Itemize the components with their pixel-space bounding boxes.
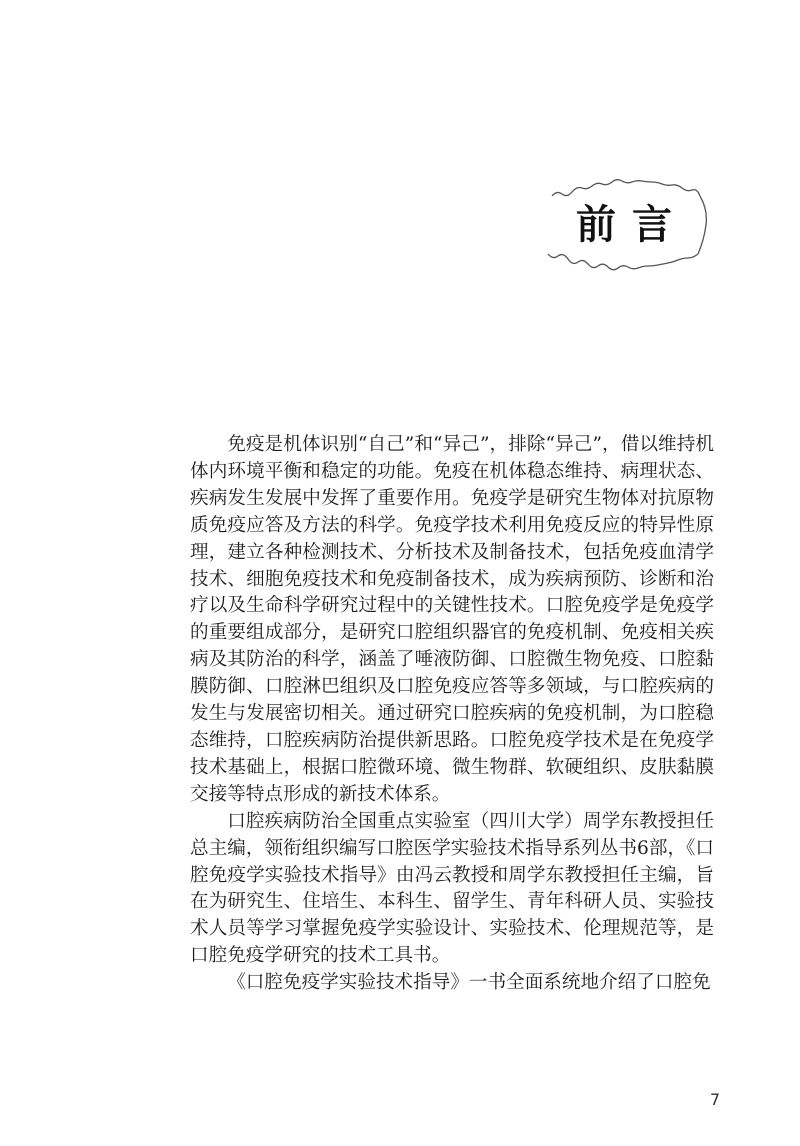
paragraph: 免疫是机体识别“自己”和“异己”，排除“异己”，借以维持机体内环境平衡和稳定的功能。免疫在机体稳态维持、病理状态、疾病发生发展中发挥了重要作用。免疫学是研究生物体对抗原物质免疫应答及方法的科学。免疫学技术利用免疫反应的特异性原理，建立各种检测技术、分析技术及制备技术，包括免疫血清学技术、细胞免疫技术和免疫制备技术，成为疾病预防、诊断和治疗以及生命科学研究过程中的关键性技术。口腔免疫学是免疫学的重要组成部分，是研究口腔组织器官的免疫机制、免疫相关疾病及其防治的科学，涵盖了唾液防御、口腔微生物免疫、口腔黏膜防御、口腔淋巴组织及口腔免疫应答等多领域，与口腔疾病的发生与发展密切相关。通过研究口腔疾病的免疫机制，为口腔稳态维持，口腔疾病防治提供新思路。口腔免疫学技术是在免疫学技术基础上，根据口腔微环境、微生物群、软硬组织、皮肤黏膜交接等特点形成的新技术体系。 [190,434,714,805]
page-number: 7 [709,1090,720,1109]
page-title: 前言 [576,202,688,248]
body-text [190,432,714,997]
paragraph: 口腔疾病防治全国重点实验室（四川大学）周学东教授担任总主编，领衔组织编写口腔医学实验技术指导系列丛书6部，《口腔免疫学实验技术指导》由冯云教授和周学东教授担任主编，旨在为研究生、住培生、本科生、留学生、青年科研人员、实验技术人员等学习掌握免疫学实验设计、实验技术、伦理规范等，是口腔免疫学研究的技术工具书。 [190,810,714,967]
paragraph: 《口腔免疫学实验技术指导》一书全面系统地介绍了口腔免 [227,972,711,994]
title-badge [540,170,708,280]
